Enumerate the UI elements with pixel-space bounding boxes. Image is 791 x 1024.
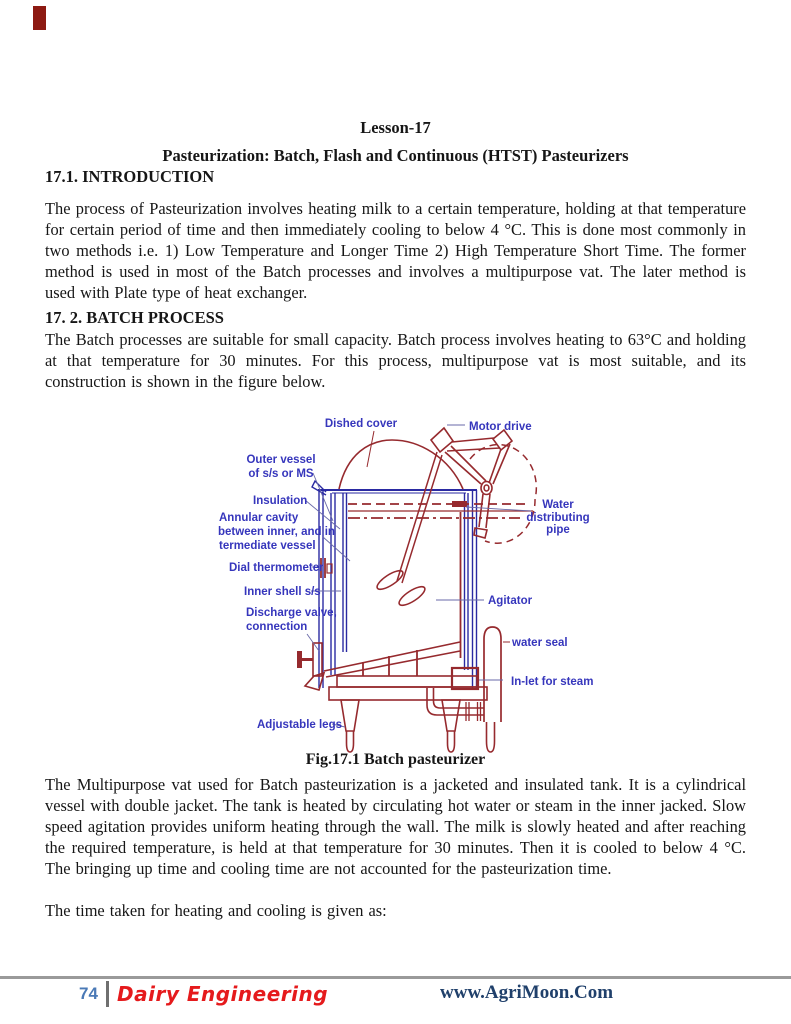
footer-divider [0,976,791,979]
agitator-shaft [397,452,437,581]
steam-inlet-box [452,668,478,689]
paragraph-introduction: The process of Pasteurization involves heating milk to a certain temperature, holding at that temperature for certain period of time and then immediately cooling to below 4 °C. This is done most commonly in two methods i.e. 1) Low Temperature and Longer Time 2) High Temperature Short Time. The former method is used in most of the Batch processes and involves a multipurpose vat. The later method is used with Plate type of heat exchanger. [45,199,746,302]
discharge-valve-body [313,643,322,676]
footer-website-link[interactable]: www.AgriMoon.Com [440,982,614,1003]
label-outer-vessel: of s/s or MS [248,468,314,480]
label-annular-cavity: Annular cavity [219,512,299,524]
label-inner-shell: Inner shell s/s [244,586,321,598]
label-agitator: Agitator [488,595,533,607]
elbow-pipe [427,688,484,715]
paragraph-batch-process: The Batch processes are suitable for small capacity. Batch process involves heating to 63°C and holding at that temperature for 30 minutes. For this process, multipurpose vat is most suitable, and its construction is shown in the figure below. [45,330,746,391]
label-adjustable-legs: Adjustable legs [257,719,342,731]
motor-body [431,428,453,452]
bottom-plate [337,676,477,687]
valve-handle [297,651,302,668]
label-outer-vessel: Outer vessel [246,454,316,466]
propeller-blade [375,567,406,592]
label-annular-cavity: between inner, and in [218,526,335,538]
figure-caption: Fig.17.1 Batch pasteurizer [305,751,486,768]
vessel-structure [312,481,477,688]
label-water-seal: water seal [512,637,568,649]
label-discharge-valve: connection [246,621,308,633]
label-annular-cavity: termediate vessel [219,540,316,552]
label-water-distributing-pipe: pipe [546,524,570,536]
label-dished-cover: Dished cover [324,418,398,430]
label-water-distributing-pipe: Water [542,499,574,511]
label-insulation: Insulation [253,495,308,507]
page-corner-marker [33,6,46,30]
label-discharge-valve: Discharge valve, [246,607,337,619]
page-number: 74 [79,984,98,1003]
leader-lines [305,425,531,727]
paragraph-multipurpose-vat: The Multipurpose vat used for Batch pasteurization is a jacketed and insulated tank. It is a cylindrical vessel with double jacket. The tank is heated by circulating hot water or steam in the inner jacked. Slow speed agitation provides uniform heating through the wall. The milk is slowly heated and after reaching the required temperature, is held at that temperature for 30 minutes. Then it is cooled to below 4 °C. The bringing up time and cooling time are not accounted for the pasteurization time. [45,775,746,878]
label-inlet-steam: In-let for steam [511,676,594,688]
footer-book-title: Dairy Engineering [117,982,329,1006]
propeller-blade [397,583,428,608]
lesson-subtitle: Pasteurization: Batch, Flash and Continuous (HTST) Pasteurizers [162,146,629,165]
water-seal-tube [484,627,501,722]
batch-pasteurizer-diagram [212,413,698,755]
paragraph-time-taken: The time taken for heating and cooling is given as: [45,901,387,920]
section-1-heading: 17.1. INTRODUCTION [45,167,215,186]
section-2-heading: 17. 2. BATCH PROCESS [45,308,224,327]
footer-separator-bar [106,981,109,1007]
label-water-distributing-pipe: distributing [526,512,590,524]
lesson-title: Lesson-17 [360,118,431,137]
batch-pasteurizer-figure [212,413,698,755]
diagram-labels [218,418,593,731]
pulley [481,482,492,495]
vessel-red-parts [297,428,536,752]
sloped-bottom [324,642,460,671]
label-dial-thermometer: Dial thermometer [229,562,324,574]
label-motor-drive: Motor drive [469,421,532,433]
